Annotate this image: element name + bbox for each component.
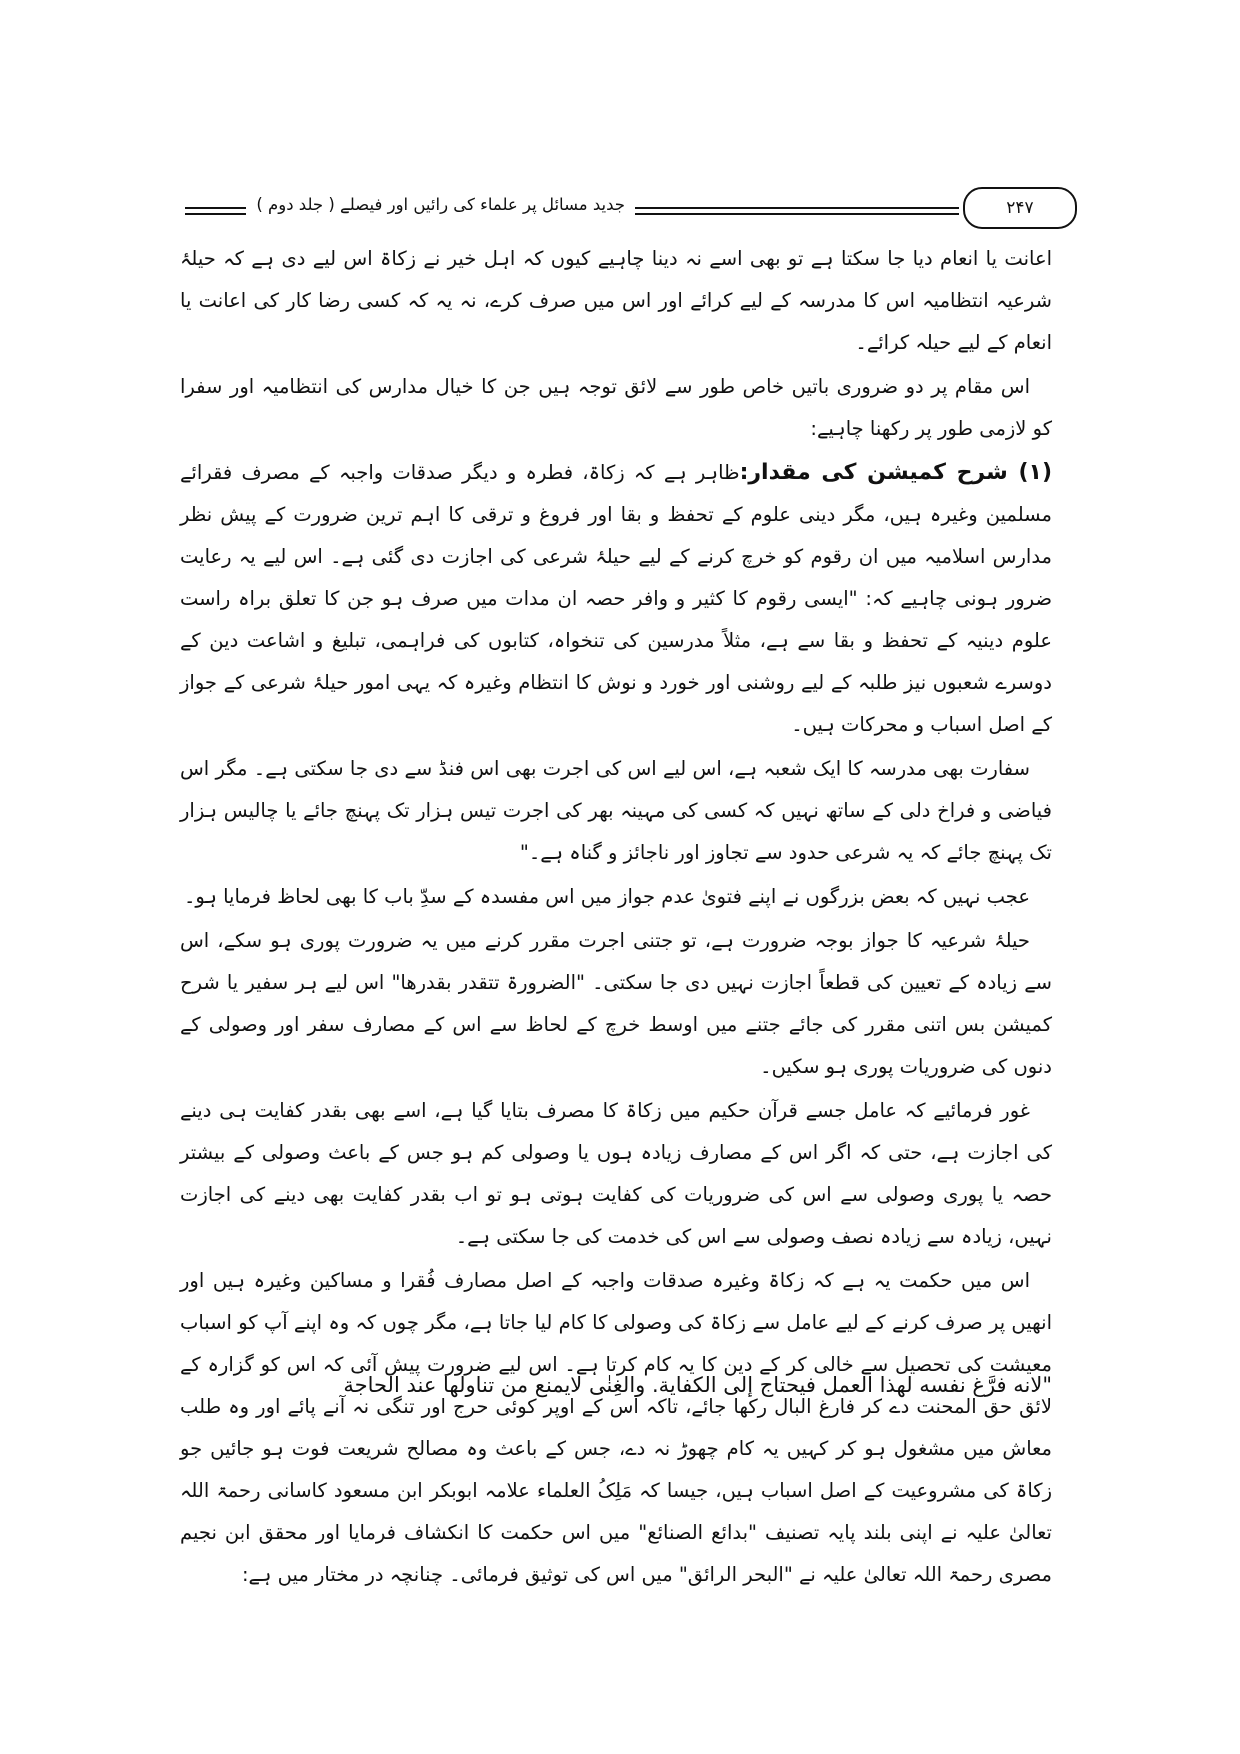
paragraph-8: اس میں حکمت یہ ہے کہ زکاۃ وغیرہ صدقات واجبہ کے اصل مصارف فُقرا و مساکین وغیرہ ہیں اور انھیں پر صرف کرنے کے لیے عامل سے زکاۃ کی وصولی کا کام لیا جاتا ہے، مگر چوں کہ وہ اپنے آپ کو اسباب معیشت کی تحصیل سے خالی کر کے دین کا یہ کام کرتا ہے۔ اس لیے ضرورت پیش آئی کہ اس کو گزارہ کے لائق حق المحنت دے کر فارغ البال رکھا جائے، تاکہ اس کے اوپر کوئی حرج اور تنگی نہ آنے پائے اور وہ طلب معاش میں مشغول ہو کر کہیں یہ کام چھوڑ نہ دے، جس کے باعث وہ مصالح شریعت فوت ہو جائیں جو زکاۃ کی مشروعیت کے اصل اسباب ہیں، جیسا کہ مَلِکُ العلماء علامہ ابوبکر ابن مسعود کاسانی رحمۃ اللہ تعالیٰ علیہ نے اپنی بلند پایہ تصنیف "بدائع الصنائع" میں اس حکمت کا انکشاف فرمایا اور محقق ابن نجیم مصری رحمۃ اللہ تعالیٰ علیہ نے "البحر الرائق" میں اس کی توثیق فرمائی۔ چنانچہ در مختار میں ہے:	[180, 1269, 1052, 1586]
paragraph-7: غور فرمائیے کہ عامل جسے قرآن حکیم میں زکاۃ کا مصرف بتایا گیا ہے، اسے بھی بقدر کفایت ہی دینے کی اجازت ہے، حتی کہ اگر اس کے مصارف زیادہ ہوں یا وصولی کم ہو جس کے باعث وصولی کے بیشتر حصہ یا پوری وصولی سے اس کی ضروریات کی کفایت ہوتی ہو تو اب بقدر کفایت بھی دینے کی اجازت نہیں، زیادہ سے زیادہ نصف وصولی سے اس کی خدمت کی جا سکتی ہے۔	[180, 1099, 1052, 1248]
book-title: جدید مسائل پر علماء کی رائیں اور فیصلے ( جلد دوم )	[256, 195, 625, 214]
paragraph-1: اعانت یا انعام دیا جا سکتا ہے تو بھی اسے نہ دینا چاہیے کیوں کہ اہل خیر نے زکاۃ اس لیے دی ہے کہ حیلۂ شرعیہ انتظامیہ اس کا مدرسہ کے لیے کرائے اور اس میں صرف کرے، نہ یہ کہ کسی رضا کار کی اعانت یا انعام کے لیے حیلہ کرائے۔	[180, 247, 1052, 354]
paragraph-6: حیلۂ شرعیہ کا جواز بوجہ ضرورت ہے، تو جتنی اجرت مقرر کرنے میں یہ ضرورت پوری ہو سکے، اس سے زیادہ کے تعیین کی قطعاً اجازت نہیں دی جا سکتی۔ "الضرورۃ تتقدر بقدرھا" اس لیے ہر سفیر یا شرح کمیشن بس اتنی مقرر کی جائے جتنے میں اوسط خرچ کے لحاظ سے اس کے مصارف سفر اور وصولی کے دنوں کی ضروریات پوری ہو سکیں۔	[180, 929, 1052, 1078]
section-heading-commission-rate: (۱) شرح کمیشن کی مقدار:	[739, 460, 1052, 485]
paragraph-3	[180, 452, 1052, 746]
header-title-container	[246, 185, 635, 225]
paragraph-2: اس مقام پر دو ضروری باتیں خاص طور سے لائق توجہ ہیں جن کا خیال مدارس کی انتظامیہ اور سفرا کو لازمی طور پر رکھنا چاہیے:	[180, 375, 1052, 440]
page-header	[185, 185, 1055, 227]
paragraph-3-text: ظاہر ہے کہ زکاۃ، فطرہ و دیگر صدقات واجبہ کے مصرف فقرائے مسلمین وغیرہ ہیں، مگر دینی علوم کے تحفظ و بقا اور فروغ و ترقی کا اہم ترین ضرورت کے پیش نظر مدارس اسلامیہ میں ان رقوم کو خرچ کرنے کے لیے حیلۂ شرعی کی اجازت دی گئی ہے۔ اس لیے یہ رعایت ضرور ہونی چاہیے کہ: "ایسی رقوم کا کثیر و وافر حصہ ان مدات میں صرف ہو جن کا تعلق براہ راست علوم دینیہ کے تحفظ و بقا سے ہے، مثلاً مدرسین کی تنخواہ، کتابوں کی فراہمی، تبلیغ و اشاعت دین کے دوسرے شعبوں نیز طلبہ کے لیے روشنی اور خورد و نوش کا انتظام وغیرہ کہ یہی امور حیلۂ شرعی کے جواز کے اصل اسباب و محرکات ہیں۔	[180, 461, 1052, 736]
arabic-quotation: "لانه فرَّغ نفسه لهذا العمل فيحتاج إلى الكفاية. والغِنٰى لايمنع من تناولها عند الحاجة	[343, 1373, 1052, 1397]
paragraph-5: عجب نہیں کہ بعض بزرگوں نے اپنے فتویٰ عدم جواز میں اس مفسدہ کے سدِّ باب کا بھی لحاظ فرمایا ہو۔	[183, 885, 1030, 908]
page-number: ۲۴۷	[1006, 198, 1034, 218]
paragraph-4: سفارت بھی مدرسہ کا ایک شعبہ ہے، اس لیے اس کی اجرت بھی اس فنڈ سے دی جا سکتی ہے۔ مگر اس فیاضی و فراخ دلی کے ساتھ نہیں کہ کسی کی مہینہ بھر کی اجرت تیس ہزار تک پہنچ جائے یا چالیس ہزار تک پہنچ جائے کہ یہ شرعی حدود سے تجاوز اور ناجائز و گناہ ہے۔"	[180, 757, 1052, 864]
page-number-badge	[963, 187, 1077, 229]
